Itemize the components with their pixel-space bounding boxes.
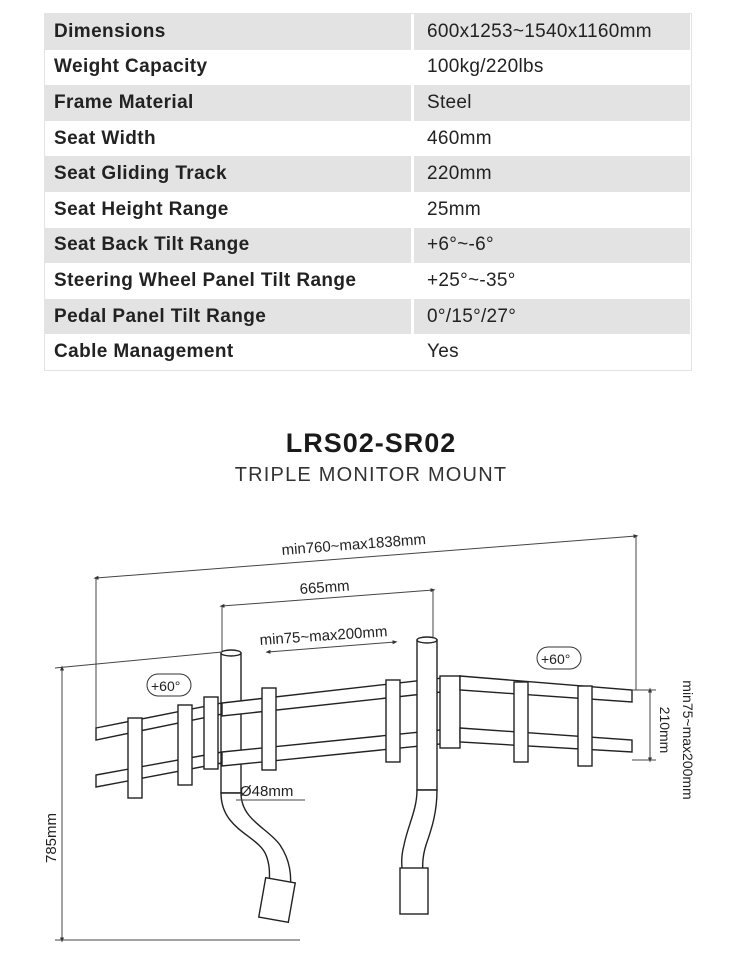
spec-value: +6°~-6° bbox=[413, 228, 691, 264]
spec-value: 25mm bbox=[413, 192, 691, 228]
spec-label: Seat Height Range bbox=[45, 192, 413, 228]
table-row bbox=[45, 50, 691, 86]
product-subtitle: TRIPLE MONITOR MOUNT bbox=[234, 464, 508, 486]
spec-value: 600x1253~1540x1160mm bbox=[413, 14, 691, 50]
right-pole bbox=[400, 637, 437, 914]
table-row bbox=[45, 14, 691, 50]
pole-diameter-label: Ø48mm bbox=[240, 783, 294, 800]
spec-label: Pedal Panel Tilt Range bbox=[45, 299, 413, 335]
bar-height-dimension bbox=[632, 690, 656, 760]
table-row bbox=[45, 156, 691, 192]
rotation-right-label: +60° bbox=[541, 651, 571, 667]
pole-spacing-label: 665mm bbox=[299, 577, 351, 598]
spec-value: 220mm bbox=[413, 156, 691, 192]
table-row bbox=[45, 85, 691, 121]
spec-label: Frame Material bbox=[45, 85, 413, 121]
table-row bbox=[45, 334, 691, 370]
spec-value: Steel bbox=[413, 85, 691, 121]
rotation-right-badge bbox=[537, 647, 581, 669]
rotation-left-badge bbox=[147, 674, 191, 696]
table-row bbox=[45, 299, 691, 335]
table-row bbox=[45, 263, 691, 299]
product-model-title: LRS02-SR02 bbox=[285, 428, 457, 458]
rotation-left-label: +60° bbox=[151, 678, 181, 694]
table-row bbox=[45, 121, 691, 157]
specifications-table bbox=[45, 14, 691, 370]
table-row bbox=[45, 228, 691, 264]
spec-label: Seat Width bbox=[45, 121, 413, 157]
side-vesa-label: min75~max200mm bbox=[680, 680, 696, 800]
bar-height-label: 210mm bbox=[657, 706, 673, 754]
spec-label: Seat Gliding Track bbox=[45, 156, 413, 192]
spec-value: 0°/15°/27° bbox=[413, 299, 691, 335]
monitor-mount-diagram bbox=[0, 520, 750, 955]
spec-value: Yes bbox=[413, 334, 691, 370]
spec-value: +25°~-35° bbox=[413, 263, 691, 299]
right-monitor-arm bbox=[440, 676, 632, 766]
spec-label: Cable Management bbox=[45, 334, 413, 370]
left-monitor-arm bbox=[96, 697, 222, 798]
table-row bbox=[45, 192, 691, 228]
spec-label: Weight Capacity bbox=[45, 50, 413, 86]
spec-value: 460mm bbox=[413, 121, 691, 157]
spec-label: Steering Wheel Panel Tilt Range bbox=[45, 263, 413, 299]
width-range-label: min760~max1838mm bbox=[281, 530, 427, 559]
spec-label: Seat Back Tilt Range bbox=[45, 228, 413, 264]
spec-value: 100kg/220lbs bbox=[413, 50, 691, 86]
height-label: 785mm bbox=[43, 812, 60, 864]
center-vesa-label: min75~max200mm bbox=[259, 623, 388, 649]
spec-label: Dimensions bbox=[45, 14, 413, 50]
